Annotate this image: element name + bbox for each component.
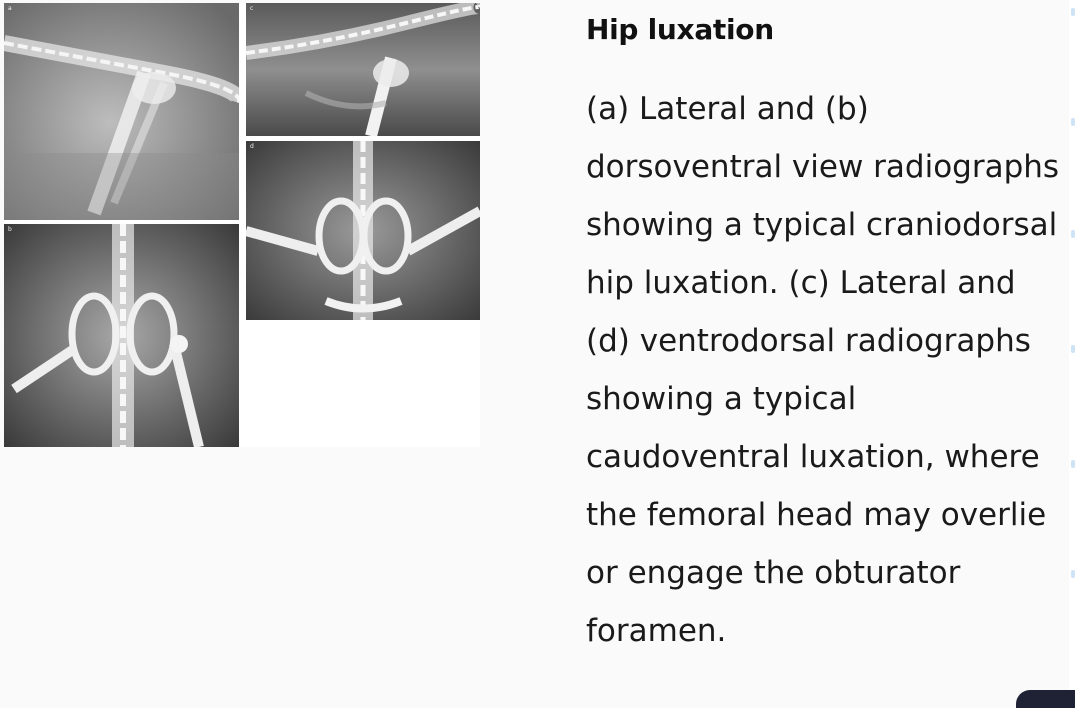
panel-letter-a: a [8, 5, 12, 12]
radiograph-a-image [4, 3, 239, 220]
scroll-marker [1071, 118, 1075, 126]
scroll-marker [1071, 230, 1075, 238]
radiograph-panel-a[interactable] [4, 3, 239, 220]
radiograph-panel-b[interactable] [4, 224, 239, 447]
scroll-marker [1071, 8, 1075, 16]
scrollbar[interactable] [1069, 0, 1075, 708]
radiograph-panel-d[interactable] [246, 141, 480, 320]
scroll-marker [1071, 460, 1075, 468]
radiograph-panel-c[interactable] [246, 3, 480, 136]
radiograph-d-image [246, 141, 480, 320]
floating-action-button[interactable] [1016, 690, 1075, 708]
scroll-marker [1071, 345, 1075, 353]
panel-letter-b: b [8, 226, 12, 233]
panel-letter-d: d [250, 143, 254, 150]
radiograph-c-image [246, 3, 480, 136]
scroll-marker [1071, 570, 1075, 578]
radiograph-b-image [4, 224, 239, 447]
figure-caption [586, 8, 1066, 660]
caption-title: Hip luxation [586, 13, 774, 46]
radiograph-figure [4, 3, 480, 447]
panel-letter-c: c [250, 5, 254, 12]
caption-body: (a) Lateral and (b) dorsoventral view radiographs showing a typical craniodorsal hip luxation. (c) Lateral and (d) ventrodorsal radiographs showing a typical caudoventral luxation, where the femoral head may overlie or engage the obturator foramen. [586, 91, 1060, 649]
